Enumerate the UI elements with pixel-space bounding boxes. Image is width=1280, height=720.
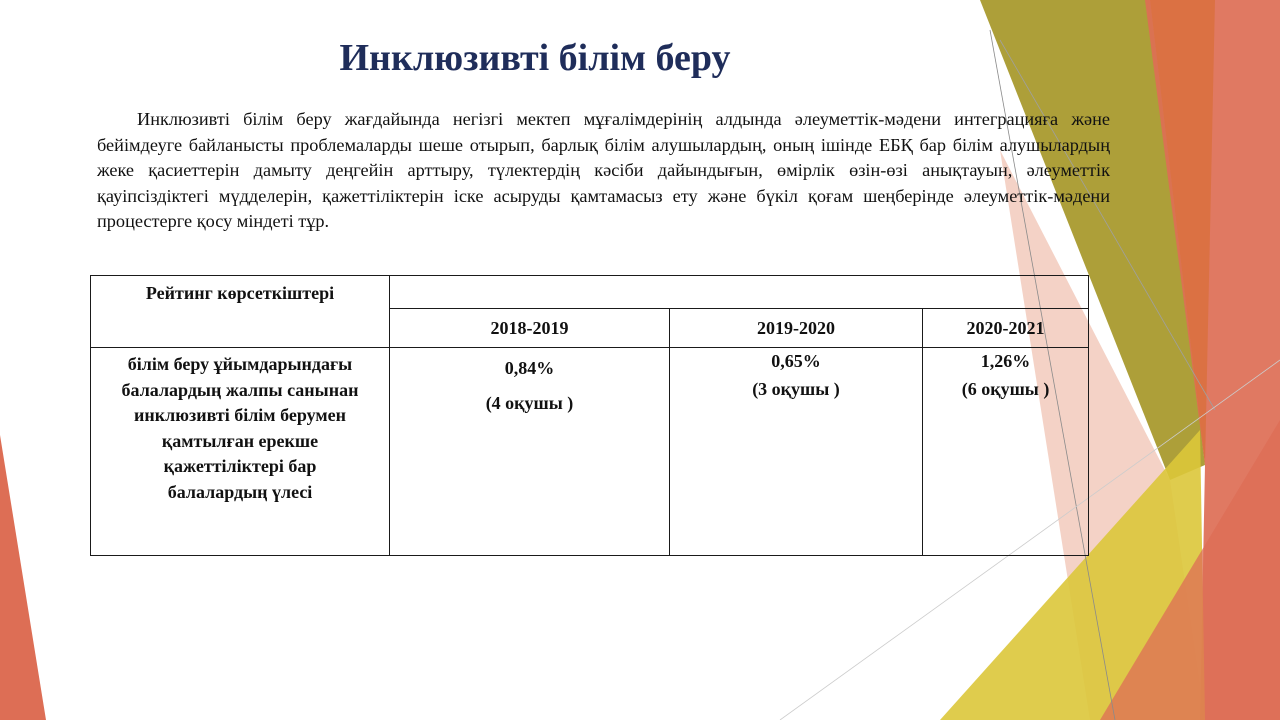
year-header-2018-2019: 2018-2019 [390, 309, 670, 348]
value-cell-2018-2019 [390, 348, 670, 556]
percent-value: 1,26% [980, 351, 1031, 371]
year-header-2019-2020: 2019-2020 [670, 309, 923, 348]
rating-header-label: Рейтинг көрсеткіштері [145, 283, 335, 303]
student-count: (6 оқушы ) [961, 379, 1050, 399]
value-cell-2020-2021 [923, 348, 1089, 556]
rating-table [90, 275, 1089, 556]
slide-title: Инклюзивті білім беру [339, 37, 731, 79]
year-header-2020-2021: 2020-2021 [923, 309, 1089, 348]
years-group-header [390, 276, 1089, 309]
left-coral-shape [0, 435, 46, 720]
table-row [91, 348, 1089, 556]
table-row [91, 276, 1089, 309]
rating-header-cell [91, 276, 390, 348]
percent-value: 0,65% [771, 351, 821, 371]
percent-value: 0,84% [504, 358, 555, 378]
indicator-line: қамтылған ерекше [161, 430, 319, 451]
indicator-line: қажеттіліктері бар [163, 456, 317, 476]
indicator-line: балалардың үлесі [167, 481, 313, 502]
indicator-line: балалардың жалпы санынан [121, 379, 359, 400]
indicator-line: білім беру ұйымдарындағы [127, 354, 353, 374]
student-count: (3 оқушы ) [752, 379, 840, 399]
indicator-cell [91, 348, 390, 556]
value-cell-2019-2020 [670, 348, 923, 556]
intro-paragraph: Инклюзивті білім беру жағдайында негізгі мектеп мұғалімдерінің алдында әлеуметтік-мәдени интеграцияға және бейімдеуге байланысты проблемаларды шеше отырып, барлық білім алушылардың, оның ішінде ЕБҚ бар білім алушылардың жеке қасиеттерін дамыту деңгейін арттыру, түлектердің кәсіби дайындығын, өмірлік өзін-өзі анықтауын, әлеуметтік қауіпсіздіктегі мүдделерін, қажеттіліктерін іске асыруды қамтамасыз ету және бүкіл қоғам шеңберінде әлеуметтік-мәдени процестерге қосу міндеті тұр. [97, 109, 1110, 231]
student-count: (4 оқушы ) [485, 393, 574, 413]
indicator-line: инклюзивті білім берумен [134, 405, 346, 425]
